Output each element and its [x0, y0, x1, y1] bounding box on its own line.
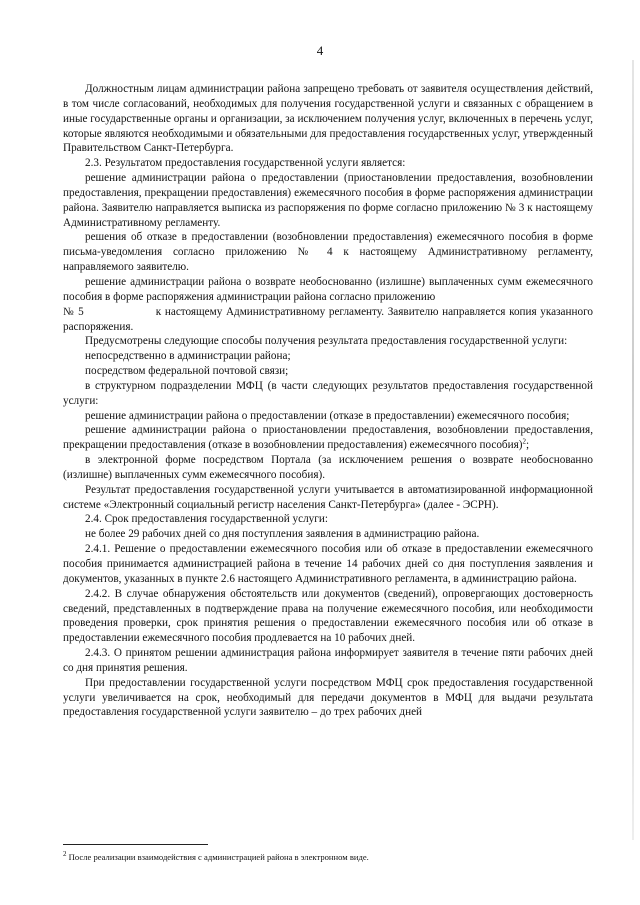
list-item: решение администрации района о предоставлении (отказе в предоставлении) ежемесячного пособия;: [85, 409, 570, 422]
section-heading: 2.3. Результатом предоставления государственной услуги является:: [85, 157, 406, 170]
paragraph: 2.4.2. В случае обнаружения обстоятельств или документов (сведений), опровергающих достоверность сведений, представленных в подтверждение права на получение ежемесячного пособия, или необходимости проведения проверки, срок принятия решения о предоставлении ежемесячного пособия или об отказе в предоставлении ежемесячного пособия продлевается на 10 рабочих дней.: [63, 587, 593, 645]
paragraph: не более 29 рабочих дней со дня поступления заявления в администрацию района.: [85, 528, 480, 541]
appendix-number: № 5: [63, 305, 84, 318]
footnote-divider: [63, 844, 208, 845]
paragraph: Результат предоставления государственной услуги учитывается в автоматизированной информационной системе «Электронный социальный регистр населения Санкт-Петербурга» (далее - ЭСРН).: [63, 483, 593, 511]
paragraph-continuation-text: к настоящему Административному регламенту. Заявителю направляется копия указанного распоряжения.: [63, 305, 593, 333]
list-item: в структурном подразделении МФЦ (в части следующих результатов предоставления государственной услуги:: [63, 379, 593, 407]
footnote-text: После реализации взаимодействия с администрацией района в электронном виде.: [68, 852, 369, 862]
paragraph: решение администрации района о возврате необоснованно (излишне) выплаченных сумм ежемесячного пособия в форме распоряжения администрации района согласно приложению: [63, 275, 593, 303]
footnote-reference: 2: [522, 437, 526, 446]
page-number: 4: [316, 43, 324, 58]
paragraph: решения об отказе в предоставлении (возобновлении предоставления) ежемесячного пособия в форме письма-уведомления согласно приложению № 4 к настоящему Административному регламенту, направляемого заявителю.: [63, 231, 593, 274]
paragraph: решение администрации района о предоставлении (приостановлении предоставления, возобновлении предоставления, прекращении предоставления) ежемесячного пособия в форме распоряжения администрации района. Заявителю направляется выписка из распоряжения по форме согласно приложению № 3 к настоящему Административному регламенту.: [63, 172, 593, 229]
list-item: непосредственно в администрации района;: [85, 350, 291, 363]
list-item: посредством федеральной почтовой связи;: [85, 365, 289, 378]
scan-edge-shadow: [632, 60, 634, 840]
paragraph-continuation: [63, 305, 593, 335]
paragraph: При предоставлении государственной услуги посредством МФЦ срок предоставления государственной услуги увеличивается на срок, необходимый для передачи документов в МФЦ для выдачи результата предоставления государственной услуги заявителю – до трех рабочих дней: [63, 676, 593, 719]
paragraph: 2.4.1. Решение о предоставлении ежемесячного пособия или об отказе в предоставлении ежемесячного пособия принимается администрацией района в течение 14 рабочих дней со дня поступления заявления и документов, указанных в пункте 2.6 настоящего Административного регламента, в администрацию района.: [63, 543, 593, 585]
list-item-text: решение администрации района о приостановлении предоставления, возобновлении предоставления, прекращении предоставления (отказе в возобновлении предоставления) ежемесячного пособия): [63, 424, 593, 452]
footnote-marker: 2: [63, 850, 67, 859]
list-item: решение администрации района о приостановлении предоставления, возобновлении предоставления, прекращении предоставления (отказе в возобновлении предоставления) ежемесячного пособия)$^2$;: [63, 424, 593, 452]
list-item: в электронной форме посредством Портала (за исключением решения о возврате необоснованно (излишне) выплаченных сумм ежемесячного пособия).: [63, 454, 593, 481]
paragraph: Предусмотрены следующие способы получения результата предоставления государственной услуги:: [85, 335, 568, 348]
document-body: [63, 82, 593, 720]
footnote: [63, 852, 593, 863]
section-heading: 2.4. Срок предоставления государственной услуги:: [85, 513, 328, 526]
paragraph: Должностным лицам администрации района запрещено требовать от заявителя осуществления действий, в том числе согласований, необходимых для получения государственной услуги и связанных с обращением в иные государственные органы и организации, за исключением получения услуг, включенных в перечень услуг, которые являются необходимыми и обязательными для предоставления государственных услуг, утвержденный Правительством Санкт-Петербурга.: [63, 83, 593, 155]
paragraph: 2.4.3. О принятом решении администрация района информирует заявителя в течение пяти рабочих дней со дня принятия решения.: [63, 647, 593, 674]
